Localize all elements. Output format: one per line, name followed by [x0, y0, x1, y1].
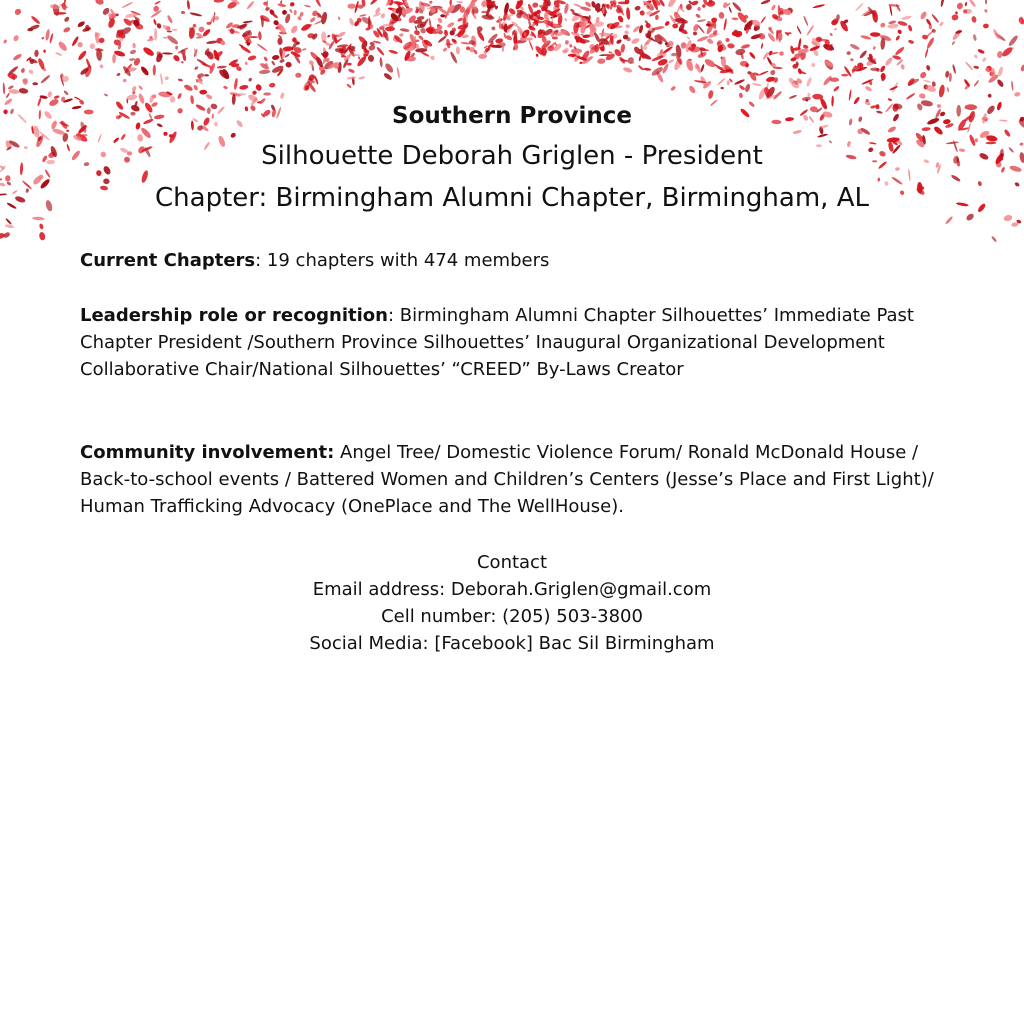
contact-social: Social Media: [Facebook] Bac Sil Birmingham — [309, 633, 715, 654]
community-label: Community involvement: — [80, 442, 335, 463]
community-text: Angel Tree/ Domestic Violence Forum/ Ronald McDonald House / Back-to-school events / Battered Women and Children’s Centers (Jesse’s Place and First Light)/ Human Trafficking Advocacy (OnePlace and The WellHouse). — [80, 442, 934, 517]
leadership-section — [80, 302, 942, 383]
current-chapters-text: : 19 chapters with 474 members — [255, 250, 550, 271]
current-chapters-section — [80, 247, 942, 274]
contact-heading: Contact — [476, 552, 548, 573]
current-chapters-label: Current Chapters — [80, 250, 256, 271]
community-section — [80, 439, 942, 520]
chapter-line: Chapter: Birmingham Alumni Chapter, Birmingham, AL — [155, 183, 869, 213]
province-title: Southern Province — [392, 103, 632, 129]
president-name: Silhouette Deborah Griglen - President — [261, 141, 763, 171]
leadership-text: : Birmingham Alumni Chapter Silhouettes’ Immediate Past Chapter President /Southern Province Silhouettes’ Inaugural Organizational Development Collaborative Chair/National Silhouettes’ “CREED” By-Laws Creator — [80, 305, 914, 380]
contact-cell: Cell number: (205) 503-3800 — [381, 606, 643, 627]
contact-email: Email address: Deborah.Griglen@gmail.com — [312, 579, 712, 600]
leadership-label: Leadership role or recognition — [80, 305, 388, 326]
